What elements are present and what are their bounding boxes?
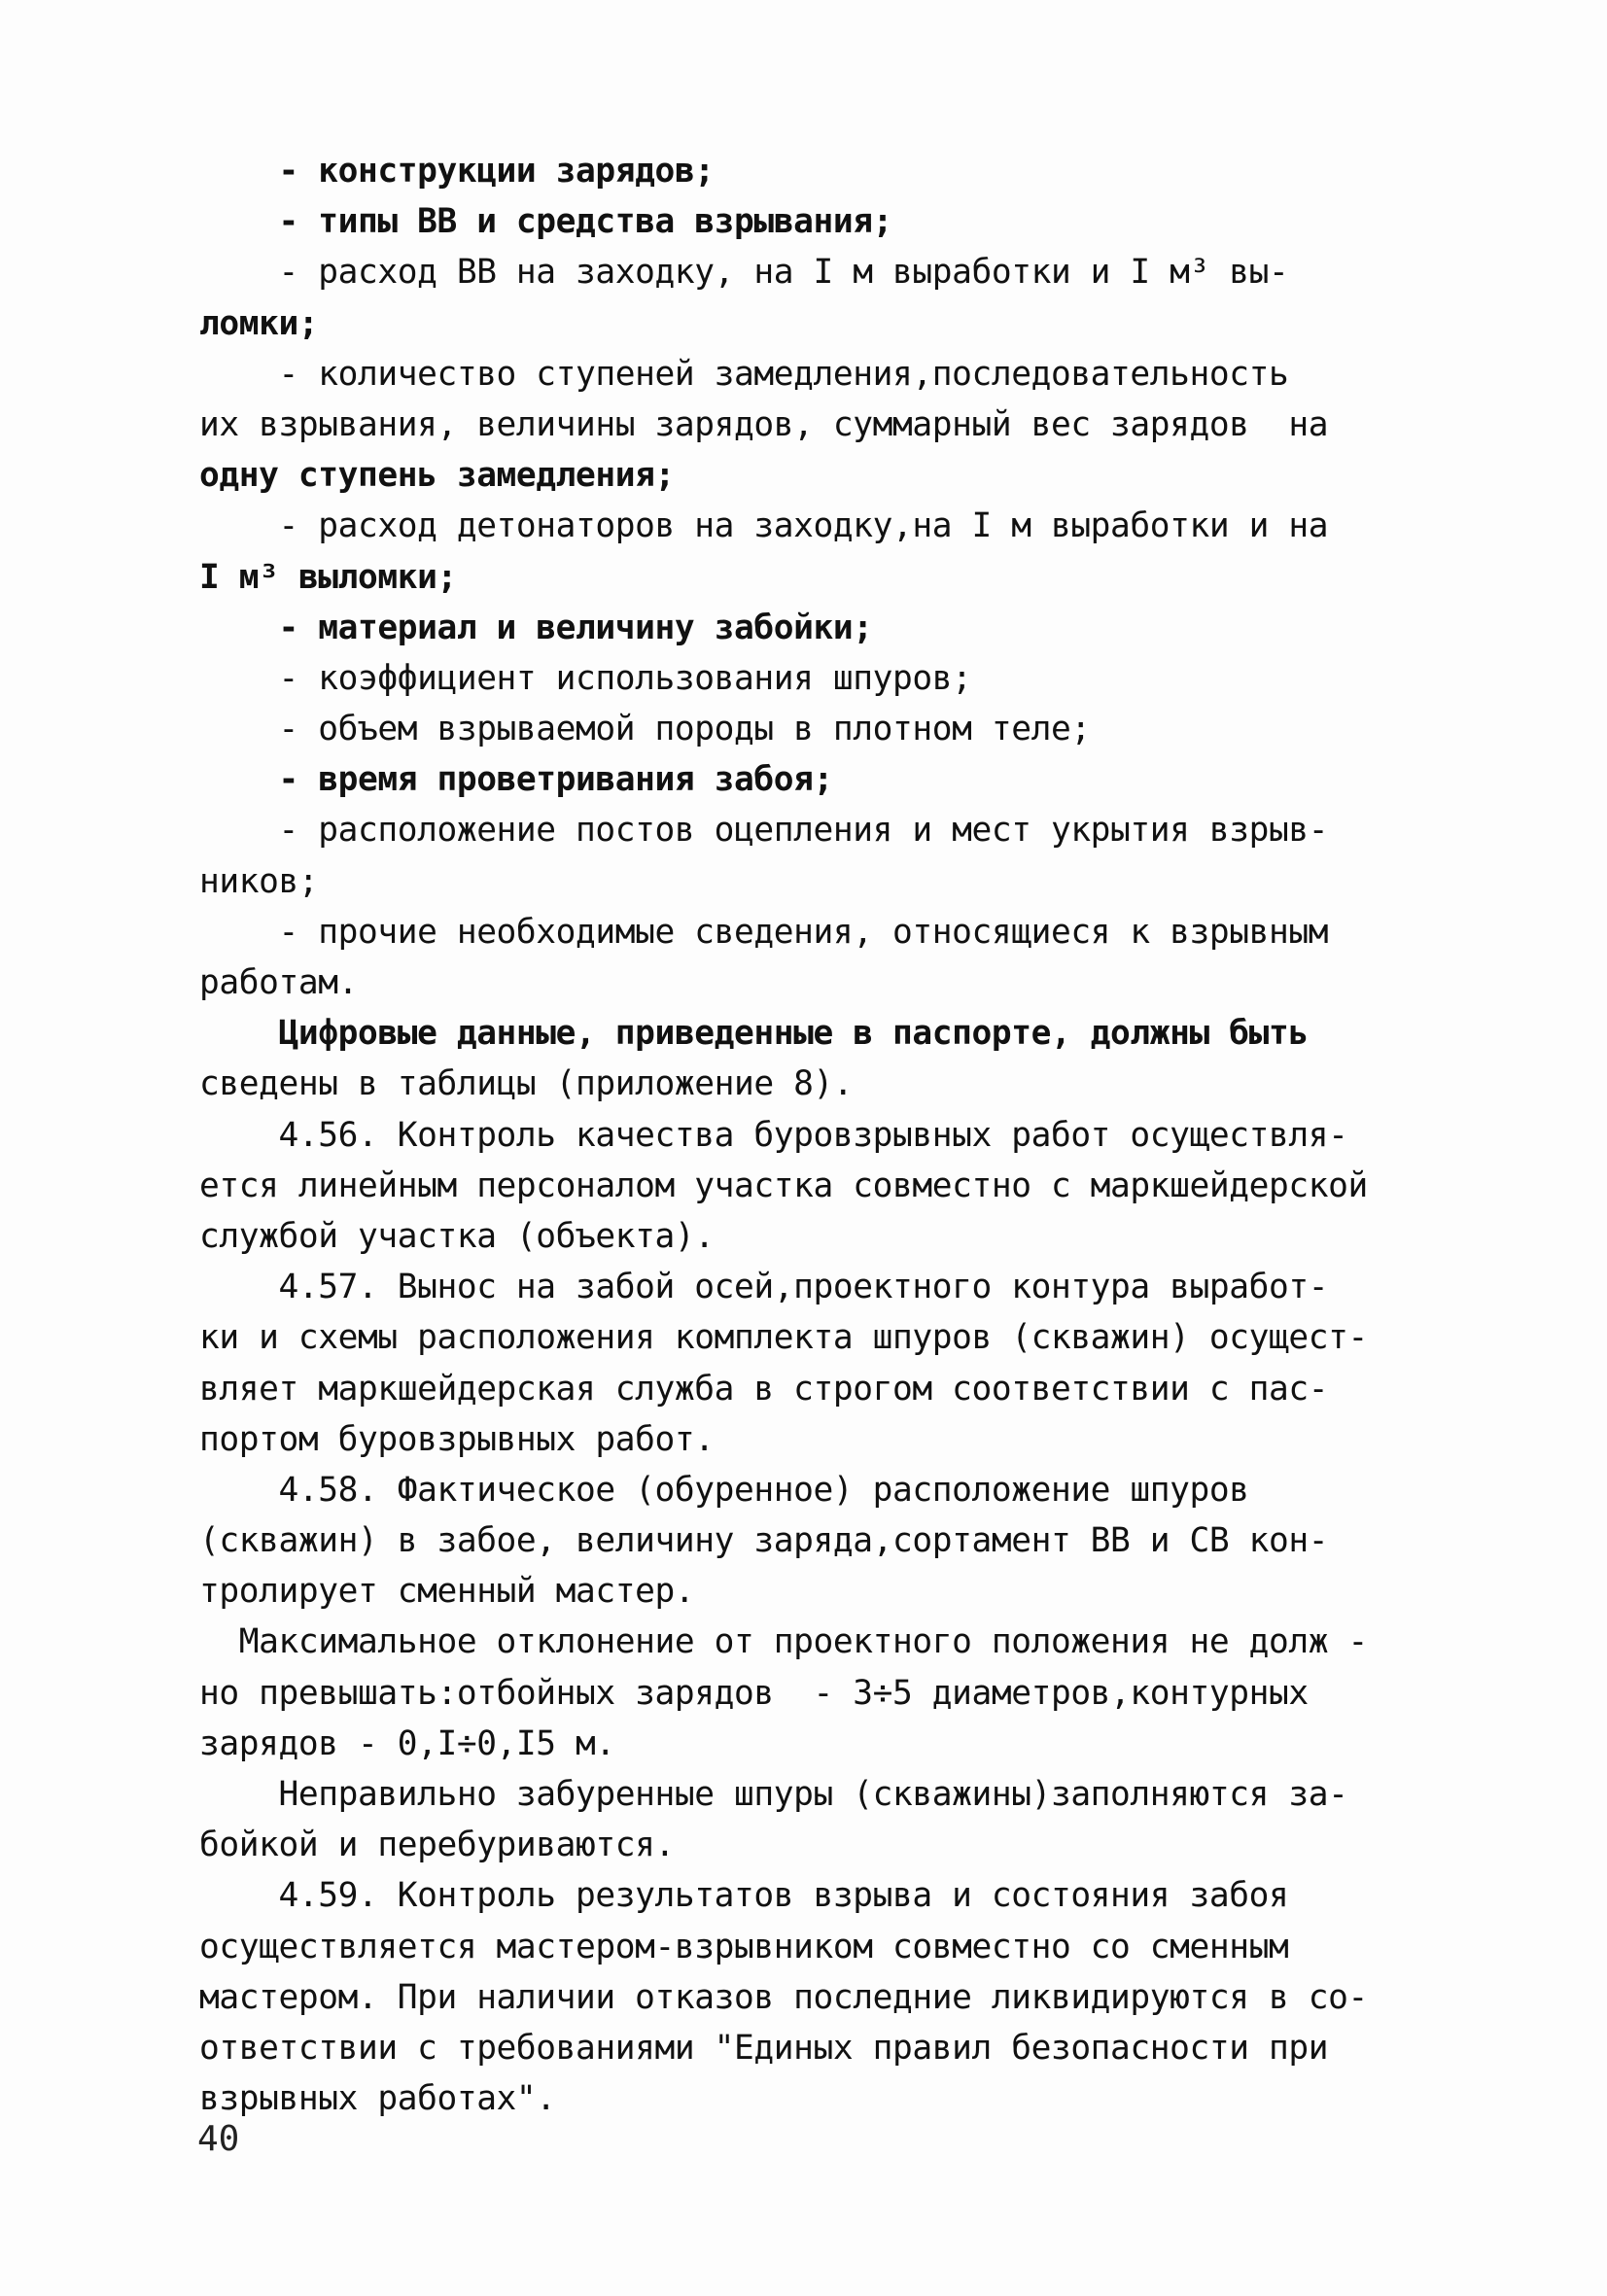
text-line: - расход детонаторов на заходку,на I м выработки и на <box>199 506 1329 546</box>
text-line: Неправильно забуренные шпуры (скважины)заполняются за- <box>199 1775 1348 1814</box>
text-line: - конструкции зарядов; <box>199 152 715 191</box>
text-line: ответствии с требованиями "Единых правил безопасности при <box>199 2028 1329 2068</box>
text-line: (скважин) в забое, величину заряда,сортамент ВВ и СВ кон- <box>199 1521 1329 1561</box>
text-line: их взрывания, величины зарядов, суммарный вес зарядов на <box>199 404 1329 444</box>
text-line: службой участка (объекта). <box>199 1216 715 1256</box>
text-line: - объем взрываемой породы в плотном теле; <box>199 710 1091 749</box>
text-line: но превышать:отбойных зарядов - 3÷5 диаметров,контурных <box>199 1673 1309 1713</box>
text-line: ников; <box>199 861 319 901</box>
text-line: 4.59. Контроль результатов взрыва и состояния забоя <box>199 1876 1289 1916</box>
document-body <box>199 146 1415 2124</box>
text-line: вляет маркшейдерская служба в строгом соответствии с пас- <box>199 1369 1329 1409</box>
text-line: ется линейным персоналом участка совместно с маркшейдерской <box>199 1165 1368 1205</box>
text-line: ломки; <box>199 303 319 343</box>
text-line: - расход ВВ на заходку, на I м выработки и I м³ вы- <box>199 253 1289 293</box>
page-number: 40 <box>197 2119 240 2159</box>
text-line: тролирует сменный мастер. <box>199 1572 695 1612</box>
text-line: бойкой и перебуриваются. <box>199 1826 675 1865</box>
text-line: I м³ выломки; <box>199 557 457 597</box>
text-line: - прочие необходимые сведения, относящиеся к взрывным <box>199 912 1329 952</box>
text-line: Цифровые данные, приведенные в паспорте, должны быть <box>199 1014 1309 1054</box>
text-line: - расположение постов оцепления и мест укрытия взрыв- <box>199 811 1329 851</box>
text-line: 4.58. Фактическое (обуренное) расположение шпуров <box>199 1470 1249 1510</box>
text-line: - материал и величину забойки; <box>199 608 873 647</box>
text-line: взрывных работах". <box>199 2079 556 2119</box>
text-line: - количество ступеней замедления,последовательность <box>199 354 1289 394</box>
text-line: одну ступень замедления; <box>199 456 675 496</box>
text-line: - коэффициент использования шпуров; <box>199 658 972 698</box>
text-line: зарядов - 0,I÷0,I5 м. <box>199 1723 615 1763</box>
text-line: работам. <box>199 963 358 1002</box>
text-line: - время проветривания забоя; <box>199 760 833 800</box>
text-line: - типы ВВ и средства взрывания; <box>199 202 892 242</box>
text-line: портом буровзрывных работ. <box>199 1419 715 1459</box>
text-line: 4.57. Вынос на забой осей,проектного контура выработ- <box>199 1268 1329 1307</box>
text-line: осуществляется мастером-взрывником совместно со сменным <box>199 1927 1289 1966</box>
text-line: Максимальное отклонение от проектного положения не долж - <box>199 1622 1368 1662</box>
text-line: мастером. При наличии отказов последние ликвидируются в со- <box>199 1977 1368 2017</box>
text-line: 4.56. Контроль качества буровзрывных работ осуществля- <box>199 1115 1348 1155</box>
text-line: сведены в таблицы (приложение 8). <box>199 1064 854 1104</box>
text-line: ки и схемы расположения комплекта шпуров (скважин) осущест- <box>199 1318 1368 1358</box>
